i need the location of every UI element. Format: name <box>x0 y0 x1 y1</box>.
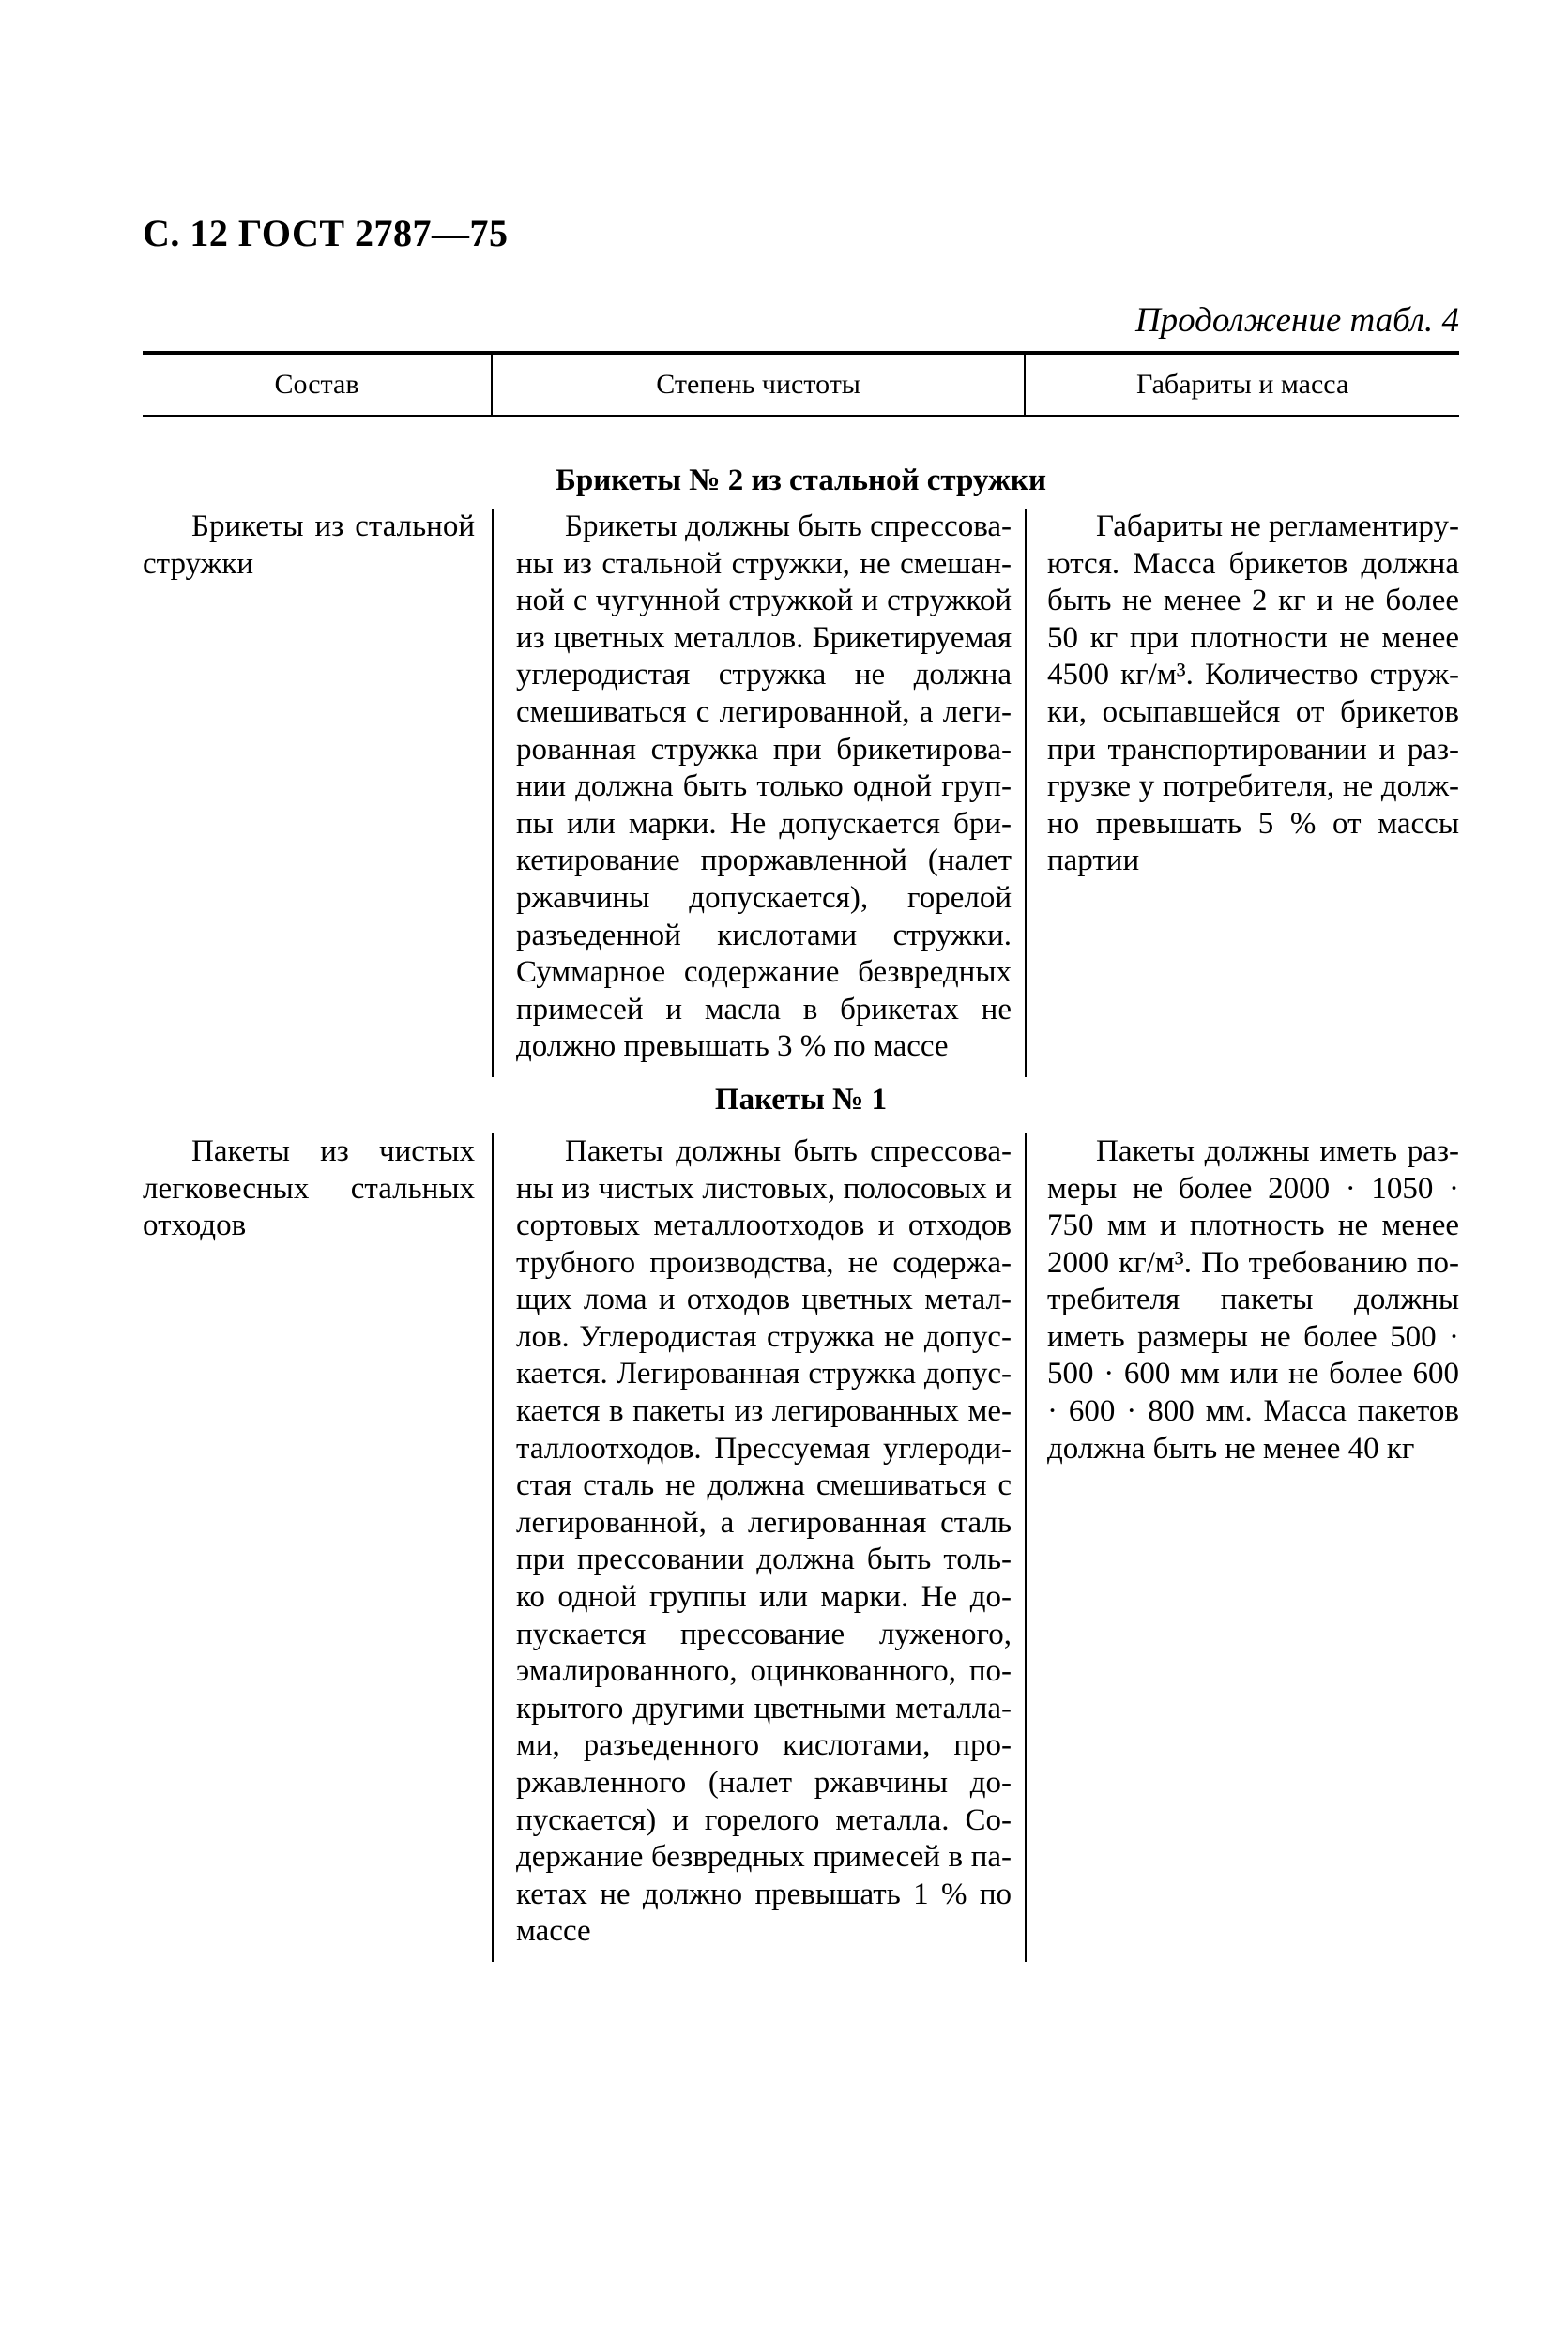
section-title-briquettes: Брикеты № 2 из стальной стружки <box>556 464 1046 497</box>
composition-cell: Пакеты из чистых легковесных стальных отходов <box>143 1133 475 1243</box>
size-mass-cell: Пакеты должны иметь размеры не более 2000 · 1050 · 750 мм и плотность не менее 2000 кг/м³. По требованию потребителя пакеты должны иметь размеры не более 500 · 500 · 600 мм или не более 600 · 600 · 800 мм. Масса пакетов должна быть не менее 40 кг <box>1025 1133 1459 1962</box>
column-header-composition: Состав <box>274 369 359 400</box>
table-row <box>143 1133 1459 1962</box>
page-header: С. 12 ГОСТ 2787—75 <box>143 212 509 254</box>
section-title-packets: Пакеты № 1 <box>714 1082 888 1117</box>
table-row <box>143 509 1459 1077</box>
size-mass-cell: Габариты не регламентируются. Масса брикетов должна быть не менее 2 кг и не более 50 кг при плотности не менее 4500 кг/м³. Количество стружки, осыпавшейся от брикетов при транспортировании и разгрузке у потребителя, не должно превышать 5 % от массы партии <box>1025 509 1459 1077</box>
table <box>143 351 1459 1962</box>
purity-cell: Брикеты должны быть спрессованы из стальной стружки, не смешанной с чугунной стружкой и стружкой из цветных металлов. Брикетируемая углеродистая стружка не должна смешиваться с легированной, а легированная стружка при брикетировании должна быть только одной группы или марки. Не допускается брикетирование проржавленной (налет ржавчины допускается), горелой разъеденной кислотами стружки. Суммарное содержание безвредных примесей и масла в брикетах не должно превышать 3 % по массе <box>492 509 1025 1077</box>
purity-cell: Пакеты должны быть спрессованы из чистых листовых, полосовых и сортовых металлоотходов и отходов трубного производства, не содержащих лома и отходов цветных металлов. Углеродистая стружка не допускается. Легированная стружка допускается в пакеты из легированных металлоотходов. Прессуемая углеродистая сталь не должна смешиваться с легированной, а легированная сталь при прессовании должна быть только одной группы или марки. Не допускается прессование луженого, эмалированного, оцинкованного, покрытого другими цветными металлами, разъеденного кислотами, проржавленного (налет ржавчины допускается) и горелого металла. Содержание безвредных примесей в пакетах не должно превышать 1 % по массе <box>492 1133 1025 1962</box>
column-header-size-mass: Габариты и масса <box>1024 355 1459 415</box>
column-header-purity: Степень чистоты <box>491 355 1024 415</box>
table-header <box>143 351 1459 417</box>
composition-cell: Брикеты из стальной стружки <box>143 509 475 581</box>
table-continuation-label: Продолжение табл. 4 <box>1134 301 1459 340</box>
